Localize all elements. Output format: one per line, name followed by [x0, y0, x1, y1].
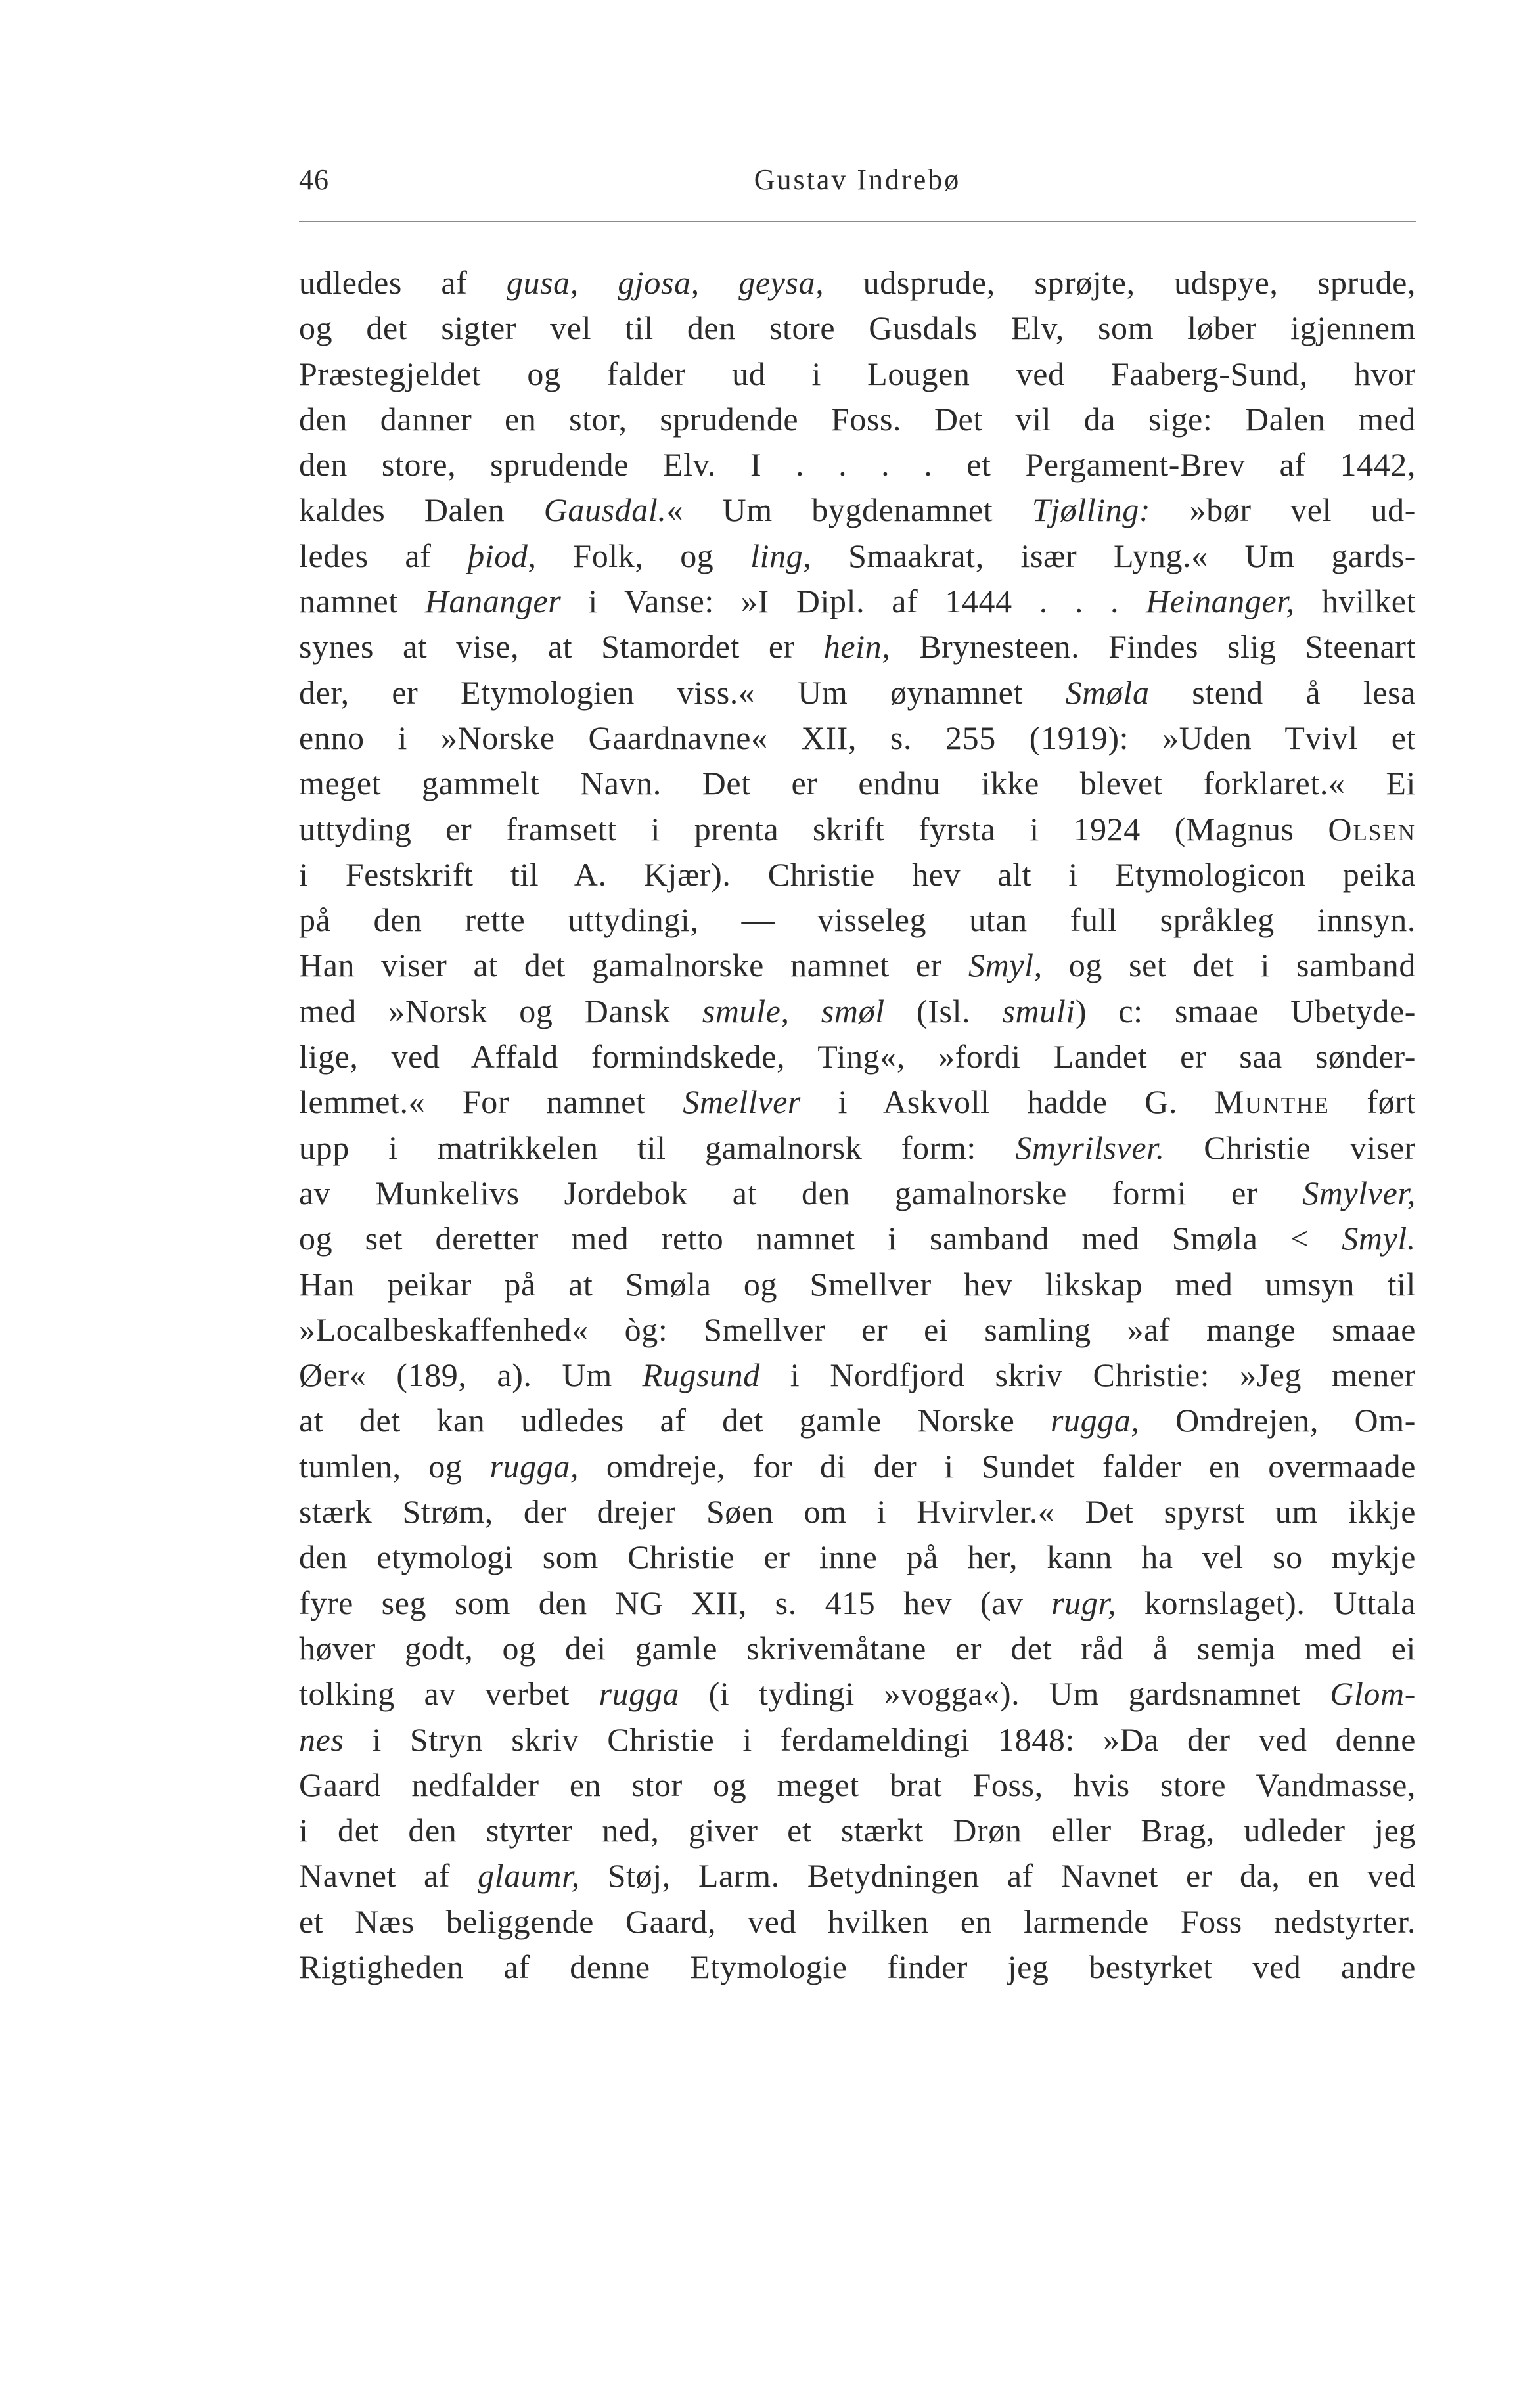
- text-segment: enno i »Norske Gaardnavne« XII, s. 255 (1919): »Uden Tvivl et: [299, 719, 1416, 756]
- text-line: [299, 1808, 1416, 1853]
- text-line: [299, 1262, 1416, 1307]
- text-line: [299, 1626, 1416, 1671]
- text-segment: og det sigter vel til den store Gusdals Elv, som løber igjennem: [299, 309, 1416, 347]
- text-segment: Brynesteen. Findes slig Steenart: [890, 628, 1416, 665]
- italic-term: Smyl.: [1342, 1220, 1416, 1257]
- text-segment: i Vanse: »I Dipl. af 1444 . . .: [561, 583, 1146, 620]
- italic-term: glaumr,: [478, 1857, 580, 1895]
- running-head: Gustav Indrebø: [754, 164, 961, 196]
- italic-term: hein,: [823, 628, 891, 665]
- text-segment: Smaakrat, især Lyng.« Um gards-: [811, 537, 1416, 574]
- text-segment: ført: [1329, 1083, 1416, 1121]
- text-line: [299, 397, 1416, 442]
- italic-term: Smellver: [683, 1083, 801, 1121]
- text-line: [299, 807, 1416, 852]
- header-rule: [299, 221, 1416, 222]
- italic-term: þiod,: [468, 537, 537, 574]
- italic-term: Smyl,: [968, 947, 1043, 984]
- text-segment: og set deretter med retto namnet i samband med Smøla <: [299, 1220, 1342, 1257]
- italic-term: smule, smøl: [702, 992, 885, 1029]
- text-segment: upp i matrikkelen til gamalnorsk form:: [299, 1129, 1016, 1166]
- text-segment: i Festskrift til A. Kjær). Christie hev alt i Etymologicon peika: [299, 855, 1416, 893]
- text-line: [299, 533, 1416, 579]
- text-segment: Omdrejen, Om-: [1139, 1402, 1416, 1439]
- page-number: 46: [299, 164, 329, 196]
- text-segment: udledes af: [299, 264, 507, 301]
- text-line: [299, 1398, 1416, 1443]
- text-line: [299, 1717, 1416, 1763]
- text-segment: høver godt, og dei gamle skrivemåtane er det råd å semja med ei: [299, 1629, 1416, 1667]
- text-line: [299, 442, 1416, 487]
- text-line: [299, 1535, 1416, 1580]
- text-line: [299, 1671, 1416, 1717]
- text-line: [299, 1444, 1416, 1489]
- text-segment: namnet: [299, 583, 425, 620]
- text-segment: uttyding er framsett i prenta skrift fyrsta i 1924 (Magnus: [299, 810, 1328, 847]
- text-line: [299, 1171, 1416, 1216]
- text-line: [299, 260, 1416, 305]
- text-segment: tolking av verbet: [299, 1675, 599, 1713]
- text-segment: Folk, og: [536, 537, 751, 574]
- italic-term: Glom-: [1330, 1675, 1416, 1713]
- text-line: [299, 1216, 1416, 1261]
- italic-term: Gausdal.: [543, 491, 667, 529]
- italic-term: gusa, gjosa, geysa,: [506, 264, 825, 301]
- text-line: [299, 1307, 1416, 1353]
- text-segment: i Nordfjord skriv Christie: »Jeg mener: [759, 1357, 1416, 1394]
- italic-term: rugr,: [1051, 1584, 1117, 1621]
- text-line: [299, 1489, 1416, 1535]
- text-line: [299, 670, 1416, 715]
- italic-term: Heinanger,: [1146, 583, 1295, 620]
- text-segment: og set det i samband: [1042, 947, 1416, 984]
- text-segment: Støj, Larm. Betydningen af Navnet er da, en ved: [579, 1857, 1416, 1895]
- text-segment: lige, ved Affald formindskede, Ting«, »fordi Landet er saa sønder-: [299, 1038, 1416, 1075]
- text-segment: »bør vel ud-: [1150, 491, 1416, 529]
- page-header: [299, 160, 1416, 200]
- body-text: [299, 260, 1416, 1990]
- text-segment: Navnet af: [299, 1857, 478, 1895]
- small-caps-name: Munthe: [1214, 1083, 1330, 1121]
- text-segment: Han viser at det gamalnorske namnet er: [299, 947, 968, 984]
- text-line: [299, 487, 1416, 533]
- text-segment: i Stryn skriv Christie i ferdameldingi 1848: »Da der ved denne: [344, 1721, 1416, 1758]
- text-line: [299, 351, 1416, 397]
- text-segment: kaldes Dalen: [299, 491, 544, 529]
- text-segment: (i tydingi »vogga«). Um gardsnamnet: [679, 1675, 1330, 1713]
- italic-term: rugga,: [489, 1447, 579, 1485]
- text-segment: den store, sprudende Elv. I . . . . et Pergament-Brev af 1442,: [299, 446, 1416, 484]
- text-segment: omdreje, for di der i Sundet falder en overmaade: [579, 1447, 1416, 1485]
- italic-term: Rugsund: [642, 1357, 760, 1394]
- text-segment: « Um bygdenamnet: [666, 491, 1032, 529]
- italic-term: Smylver,: [1302, 1174, 1416, 1211]
- text-line: [299, 305, 1416, 351]
- text-segment: av Munkelivs Jordebok at den gamalnorske formi er: [299, 1174, 1303, 1211]
- text-line: [299, 989, 1416, 1034]
- italic-term: rugga,: [1050, 1402, 1140, 1439]
- text-segment: Rigtigheden af denne Etymologie finder jeg bestyrket ved andre: [299, 1948, 1416, 1985]
- text-segment: den danner en stor, sprudende Foss. Det vil da sige: Dalen med: [299, 400, 1416, 438]
- text-segment: den etymologi som Christie er inne på her, kann ha vel so mykje: [299, 1539, 1416, 1576]
- text-segment: Præstegjeldet og falder ud i Lougen ved Faaberg-Sund, hvor: [299, 355, 1416, 392]
- text-segment: tumlen, og: [299, 1447, 490, 1485]
- text-line: [299, 1853, 1416, 1899]
- text-segment: hvilket: [1294, 583, 1416, 620]
- text-segment: Gaard nedfalder en stor og meget brat Foss, hvis store Vandmasse,: [299, 1766, 1416, 1803]
- small-caps-name: Olsen: [1328, 810, 1416, 847]
- text-line: [299, 1899, 1416, 1945]
- text-line: [299, 624, 1416, 669]
- text-line: [299, 1763, 1416, 1808]
- text-segment: ledes af: [299, 537, 468, 574]
- text-segment: kornslaget). Uttala: [1116, 1584, 1416, 1621]
- text-segment: »Localbeskaffenhed« òg: Smellver er ei samling »af mange smaae: [299, 1311, 1416, 1348]
- text-segment: udsprude, sprøjte, udspye, sprude,: [824, 264, 1416, 301]
- text-line: [299, 579, 1416, 624]
- text-segment: i det den styrter ned, giver et stærkt Drøn eller Brag, udleder jeg: [299, 1812, 1416, 1849]
- text-segment: meget gammelt Navn. Det er endnu ikke blevet forklaret.« Ei: [299, 765, 1416, 802]
- text-segment: Christie viser: [1164, 1129, 1416, 1166]
- text-segment: i Askvoll hadde G.: [800, 1083, 1215, 1121]
- text-line: [299, 1945, 1416, 1990]
- text-line: [299, 715, 1416, 761]
- italic-term: nes: [299, 1721, 344, 1758]
- italic-term: Smøla: [1065, 673, 1150, 711]
- italic-term: Smyrilsver.: [1015, 1129, 1165, 1166]
- text-segment: på den rette uttydingi, — visseleg utan full språkleg innsyn.: [299, 901, 1416, 939]
- text-segment: fyre seg som den NG XII, s. 415 hev (av: [299, 1584, 1052, 1621]
- text-segment: Øer« (189, a). Um: [299, 1357, 643, 1394]
- text-segment: et Næs beliggende Gaard, ved hvilken en larmende Foss nedstyrter.: [299, 1902, 1416, 1940]
- text-segment: (Isl.: [884, 992, 1003, 1029]
- text-segment: at det kan udledes af det gamle Norske: [299, 1402, 1051, 1439]
- italic-term: Tjølling:: [1031, 491, 1151, 529]
- text-segment: stend å lesa: [1149, 673, 1416, 711]
- italic-term: Hananger: [424, 583, 562, 620]
- italic-term: smuli: [1002, 992, 1076, 1029]
- text-segment: lemmet.« For namnet: [299, 1083, 683, 1121]
- text-segment: stærk Strøm, der drejer Søen om i Hvirvler.« Det spyrst um ikkje: [299, 1493, 1416, 1531]
- text-segment: ) c: smaae Ubetyde-: [1075, 992, 1416, 1029]
- text-line: [299, 1079, 1416, 1125]
- text-line: [299, 943, 1416, 988]
- text-segment: med »Norsk og Dansk: [299, 992, 702, 1029]
- text-line: [299, 852, 1416, 897]
- italic-term: rugga: [599, 1675, 680, 1713]
- text-line: [299, 761, 1416, 806]
- text-segment: synes at vise, at Stamordet er: [299, 628, 824, 665]
- text-line: [299, 1581, 1416, 1626]
- text-segment: Han peikar på at Smøla og Smellver hev likskap med umsyn til: [299, 1265, 1416, 1303]
- text-line: [299, 1034, 1416, 1079]
- text-line: [299, 1125, 1416, 1171]
- text-line: [299, 897, 1416, 943]
- text-segment: der, er Etymologien viss.« Um øynamnet: [299, 673, 1066, 711]
- italic-term: ling,: [750, 537, 812, 574]
- text-line: [299, 1353, 1416, 1398]
